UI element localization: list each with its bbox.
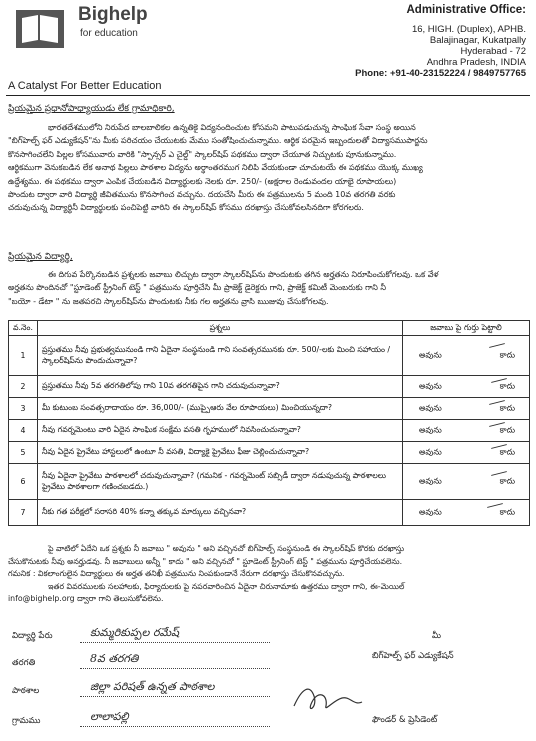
table-row — [9, 336, 530, 376]
row-number: 1 — [9, 336, 38, 376]
office-line: Andhra Pradesh, INDIA — [426, 57, 526, 68]
yes-option[interactable]: అవును — [419, 447, 442, 456]
para-line: పొందుట ద్వారా వారి విద్యార్థి జీవితమును కొనసాగించ వచ్చును. దయచేసి మీరు ఈ పత్రములను 5 మంది 10వ తరగతి వరకు — [8, 190, 396, 200]
yes-option[interactable]: అవును — [419, 403, 442, 412]
sign-organisation: బిగ్‌హెల్ప్ ఫర్ ఎడ్యుకేషన్ — [372, 651, 454, 661]
yes-option[interactable]: అవును — [419, 507, 442, 516]
footer-notes — [8, 543, 528, 606]
student-salutation: ప్రియమైన విద్యార్థి, — [8, 252, 73, 262]
row-question: నీవు ఏదైనా ప్రైవేటు పాఠశాలలో చదువుచున్నావా? (గమనిక - గవర్నమెంట్ సబ్సిడీ ద్వారా నడుపుచున్న పాఠశాలలు ప్రైవేటు పాఠశాలగా గణించబడదు.) — [37, 464, 402, 500]
school-value[interactable]: జిల్లా పరిషత్ ఉన్నత పాఠశాల — [90, 680, 215, 693]
yes-option[interactable]: అవును — [419, 476, 442, 485]
yes-option[interactable]: అవును — [419, 425, 442, 434]
student-name-label: విద్యార్థి పేరు — [12, 631, 53, 641]
answer-cell — [403, 500, 530, 526]
row-question: ప్రస్తుతము నీవు 5వ తరగతిలోపు గాని 10వ తరగతిపైన గాని చదువుచున్నావా? — [37, 376, 402, 398]
para-line: ఉద్దేశ్యము. ఈ పథకము ద్వారా ఎంపిక చేయబడిన విద్యార్థులకు నెలకు రూ. 250/- (అక్షరాల రెండువందల యాభై రూపాయలు) — [8, 176, 397, 186]
row-question: నీకు గత పరీక్షలో సరాసరి 40% కన్నా తక్కువ మార్కులు వచ్చినవా? — [37, 500, 402, 526]
yes-option[interactable]: అవును — [419, 350, 442, 359]
row-number: 2 — [9, 376, 38, 398]
table-row — [9, 376, 530, 398]
sign-yours: మీ — [432, 631, 441, 641]
para-line: అర్హతను పొందినచో "స్టూడెంట్ స్ట్రీనింగ్ టెస్ట్ " పత్రమును పూర్తిచేసి మీ ప్రాజెక్ట్ డైరెక్టరు గాని, ప్రాజెక్ట్ కమిటీ మెంబరుకు గాని నీ — [8, 283, 387, 293]
office-title: Administrative Office: — [406, 4, 526, 16]
table-row — [9, 500, 530, 526]
para-line: ఈ దిగువ పేర్కొనబడిన ప్రశ్నలకు జవాబు లిచ్చుట ద్వారా స్కాలర్‌షిప్‌ను పొందుటకు తగిన అర్హతను నిరూపించుకోగలవు. ఒక వేళ — [48, 270, 439, 279]
office-line: Hyderabad - 72 — [460, 46, 526, 57]
row-number: 6 — [9, 464, 38, 500]
para-line: చదువుచున్న విద్యార్థినీ విద్యార్థులకు పంచిపెట్టి వారిని ఈ స్కాలర్‌షిప్ కోసము దరఖాస్తు చేసుకోవలసినదిగా కోరగలరు. — [8, 203, 364, 213]
col-header-questions: ప్రశ్నలు — [37, 321, 402, 336]
no-option[interactable]: కాదు — [499, 350, 515, 359]
row-question: ప్రస్తుతము నీవు ప్రభుత్వమునుండి గాని ఏదైనా సంస్థనుండి గాని సంవత్సరమునకు రూ. 500/-లకు మించి సహాయం / స్కాలర్‌షిప్‌ను పొందుచున్నావా? — [37, 336, 402, 376]
sign-title: ఫౌండర్ & ప్రెసిడెంట్ — [372, 715, 438, 725]
student-name-line — [80, 642, 270, 643]
row-question: నీవు ఏదైన ప్రైవేటు హాస్టలులో ఉంటూ నీ వసతి, విద్యాకై ప్రైవేటు ఫీజు చెల్లించుచున్నావా? — [37, 442, 402, 464]
col-header-answer: జవాబు పై గుర్తు పెట్టాలి — [403, 321, 530, 336]
row-number: 4 — [9, 420, 38, 442]
student-paragraph — [8, 268, 528, 308]
footer-line: పై వాటిలో ఏదేని ఒక ప్రశ్నకు నీ జవాబు " అవును " అని వచ్చినచో బిగ్‌హెల్ప్ సంస్థనుండి ఈ స్కాలర్‌షిప్ కొరకు దరఖాస్తు — [48, 544, 405, 553]
row-number: 3 — [9, 398, 38, 420]
eligibility-table — [8, 320, 530, 526]
tick-mark — [489, 343, 505, 348]
para-line: కొనసాగించలేని పిల్లల కోసమువారు వారికి "స్పాన్సర్ ఎ చైల్డ్" స్కాలర్‌షిప్ పథకము ద్వారా చేయూత నిచ్చుటకు పూనుకున్నాము. — [8, 149, 397, 159]
para-line: "బిగ్‌హెల్ప్ ఫర్ ఎడ్యుకేషన్"ను మీకు పరిచయం చేయుటకు మేము సంతోషించుచున్నాము. ఆర్థిక పరమైన ఇబ్బందులతో విద్యాసముపార్జను — [8, 136, 428, 146]
para-line: ఆర్థికముగా వెనుకబడిన లేక అనాథ పిల్లలు పాఠశాల విద్యను అర్థాంతరముగ నిలిపి వేయకుండా చూచుటయే ఈ పథకము యొక్క ముఖ్య — [8, 163, 423, 173]
office-address — [355, 5, 526, 79]
bighelp-logo — [14, 6, 70, 52]
intro-paragraph — [8, 121, 528, 215]
row-question: నీవు గవర్నమెంటు వారి ఏదైన సాంఘిక సంక్షేమ వసతి గృహములో నివసించుచున్నావా? — [37, 420, 402, 442]
table-header-row — [9, 321, 530, 336]
signature — [288, 680, 378, 720]
table-row — [9, 442, 530, 464]
row-number: 5 — [9, 442, 38, 464]
answer-cell — [403, 420, 530, 442]
table-row — [9, 398, 530, 420]
village-line — [80, 726, 270, 727]
school-line — [80, 696, 270, 697]
answer-cell — [403, 376, 530, 398]
no-option[interactable]: కాదు — [499, 447, 515, 456]
table-row — [9, 464, 530, 500]
no-option[interactable]: కాదు — [499, 425, 515, 434]
office-phone: Phone: +91-40-23152224 / 9849757765 — [355, 68, 526, 79]
no-option[interactable]: కాదు — [499, 403, 515, 412]
student-name-value[interactable]: కుమ్మరికుప్పల రమేష్ — [90, 626, 179, 639]
answer-cell — [403, 336, 530, 376]
office-line: Balajinagar, Kukatpally — [429, 35, 526, 46]
class-line — [80, 668, 270, 669]
table-row — [9, 420, 530, 442]
footer-line: ఇతర వివరములకు సలహాలకు, ఫిర్యాదులకు పై నపరవారించిన ఏదైనా చిరునామాకు ఉత్తరము ద్వారా గాని, ఈ-మెయిల్ — [48, 581, 405, 591]
salutation: ప్రియమైన ప్రధానోపాధ్యాయుడు లేక గ్రామాధికారి, — [8, 104, 175, 114]
answer-cell — [403, 442, 530, 464]
village-value[interactable]: లాలాపల్లి — [90, 710, 129, 723]
footer-note: గమనిక : వికలాంగులైన విద్యార్థులు ఈ అర్హత తనిఖీ పత్రమును నింపకుండానే నేరుగా దరఖాస్తు చేసుకొనవచ్చును. — [8, 569, 345, 579]
para-line: "బయో - డేటా " ను జతపరచి స్కాలర్‌షిప్‌ను పొందుటకు నీకు గల అర్హతను వ్రాసి ఋజువు చేసుకోగలవు. — [8, 296, 329, 306]
class-label: తరగతి — [12, 658, 36, 668]
tagline: A Catalyst For Better Education — [8, 80, 162, 92]
row-question: మీ కుటుంబ సంవత్సరాదాయం రూ. 36,000/- (ముప్పైఆరు వేల రూపాయలు) మించియున్నదా? — [37, 398, 402, 420]
class-value[interactable]: 8వ తరగతి — [90, 652, 139, 665]
village-label: గ్రామము — [12, 716, 41, 726]
header-divider — [6, 95, 530, 96]
col-header-number: వ.నెం. — [9, 321, 38, 336]
no-option[interactable]: కాదు — [499, 507, 515, 516]
para-line: భారతదేశములోని నిరుపేద బాలబాలికల ఉన్నతికై విద్యనందించుట కోసమని పాటుపడుచున్న సాంఘిక సేవా సంస్థ అయిన — [48, 123, 416, 132]
email-line: info@bighelp.org ద్వారా గాని తెలుసుకోవలెను. — [8, 594, 164, 604]
office-line: 16, HIGH. (Duplex), APHB. — [411, 24, 526, 35]
brand-subtitle: for education — [80, 28, 138, 39]
answer-cell — [403, 464, 530, 500]
footer-line: చేసుకొనుటకు నీవు అనర్హుడవు. నీ జవాబులు అన్నీ " కాదు " అని వచ్చినచో " స్టూడెంట్ స్ట్రీనింగ్ టెస్ట్ " పత్రమును పూర్తిచేయవలెను. — [8, 556, 403, 566]
no-option[interactable]: కాదు — [499, 476, 515, 485]
yes-option[interactable]: అవును — [419, 381, 442, 390]
row-number: 7 — [9, 500, 38, 526]
school-label: పాఠశాల — [12, 686, 40, 696]
no-option[interactable]: కాదు — [499, 381, 515, 390]
brand-name: Bighelp — [78, 4, 148, 25]
answer-cell — [403, 398, 530, 420]
